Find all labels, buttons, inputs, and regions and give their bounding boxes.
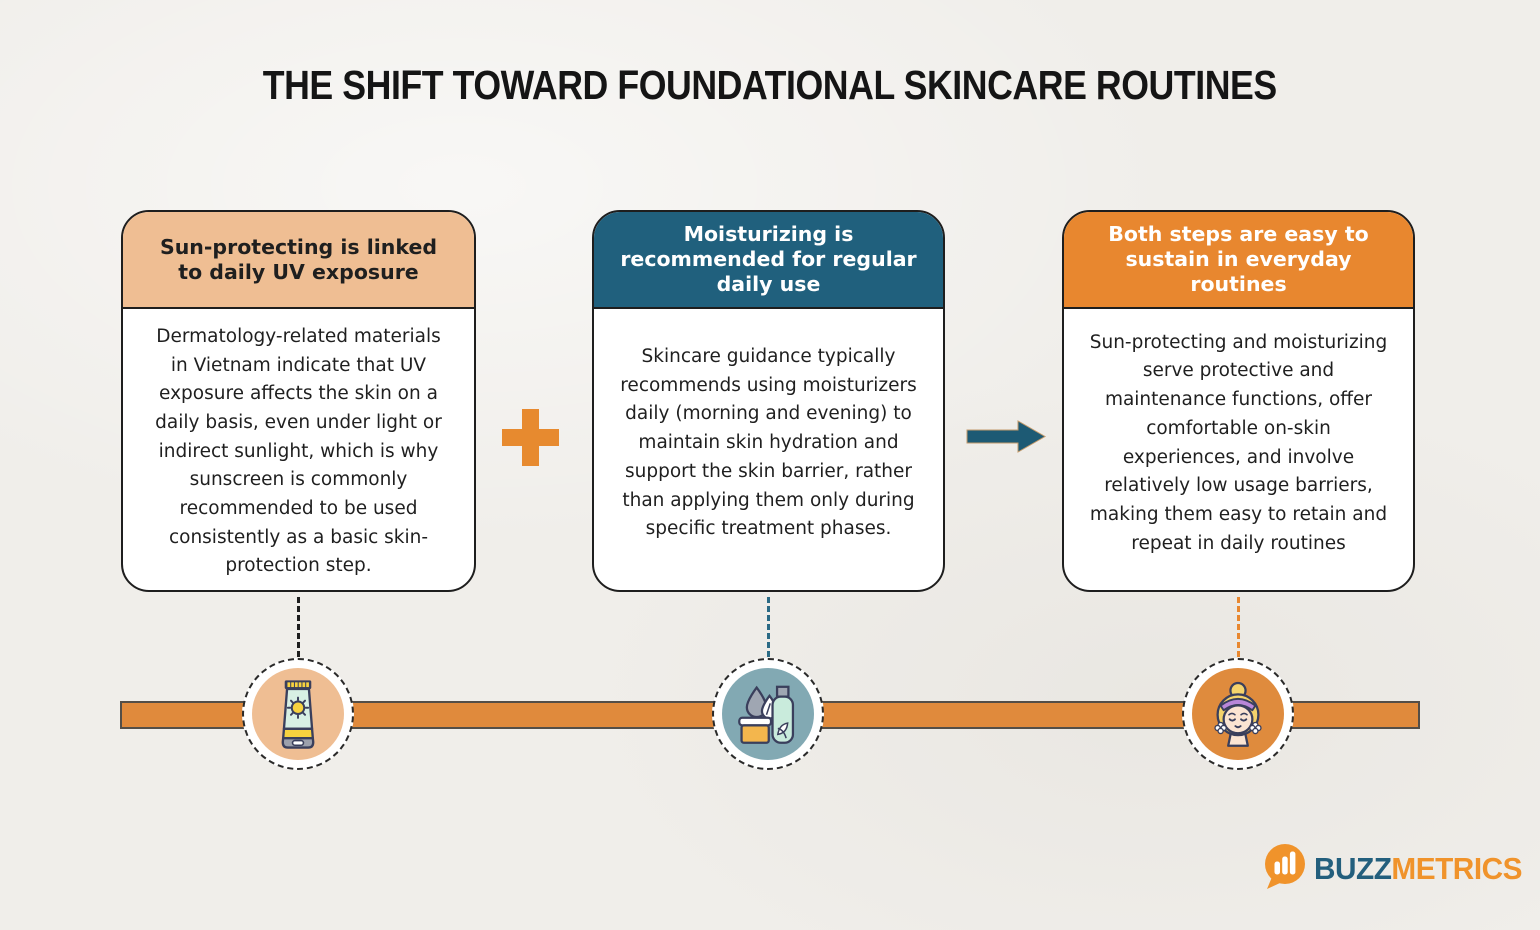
timeline-node-face <box>1182 658 1294 770</box>
sunscreen-tube-icon <box>252 668 344 760</box>
connector-dashed-line <box>297 597 300 657</box>
moisturizer-set-icon <box>722 668 814 760</box>
buzzmetrics-logo <box>1260 842 1531 896</box>
card-header: Sun-protecting is linked to daily UV exposure <box>123 212 474 309</box>
connector-dashed-line <box>1237 597 1240 657</box>
card-body: Dermatology-related materials in Vietnam indicate that UV exposure affects the skin on a daily basis, even under light or indirect sunlight, which is why sunscreen is commonly recommended to be used consistently as a basic skin-protection step. <box>155 326 442 577</box>
card-both-steps <box>1062 210 1415 592</box>
timeline-node-moisturizer <box>712 658 824 770</box>
card-header: Moisturizing is recommended for regular daily use <box>594 212 943 309</box>
face-skincare-icon <box>1192 668 1284 760</box>
card-sun-protecting <box>121 210 476 592</box>
timeline-node-sunscreen <box>242 658 354 770</box>
connector-dashed-line <box>767 597 770 657</box>
speech-bubble-bar-chart-icon <box>1260 842 1308 896</box>
card-moisturizing <box>592 210 945 592</box>
card-body: Skincare guidance typically recommends using moisturizers daily (morning and evening) to maintain skin hydration and support the skin barrier, rather than applying them only during specific treatment phases. <box>620 346 917 540</box>
card-header: Both steps are easy to sustain in everyday routines <box>1064 212 1413 309</box>
card-body: Sun-protecting and moisturizing serve protective and maintenance functions, offer comfortable on-skin experiences, and involve relatively low usage barriers, making them easy to retain and repeat in daily routines <box>1089 331 1388 554</box>
page-title: THE SHIFT TOWARD FOUNDATIONAL SKINCARE ROUTINES <box>263 62 1277 108</box>
plus-sign-icon <box>500 407 561 468</box>
right-arrow-icon <box>966 419 1046 454</box>
logo-wordmark: BUZZMETRICS <box>1314 851 1522 886</box>
